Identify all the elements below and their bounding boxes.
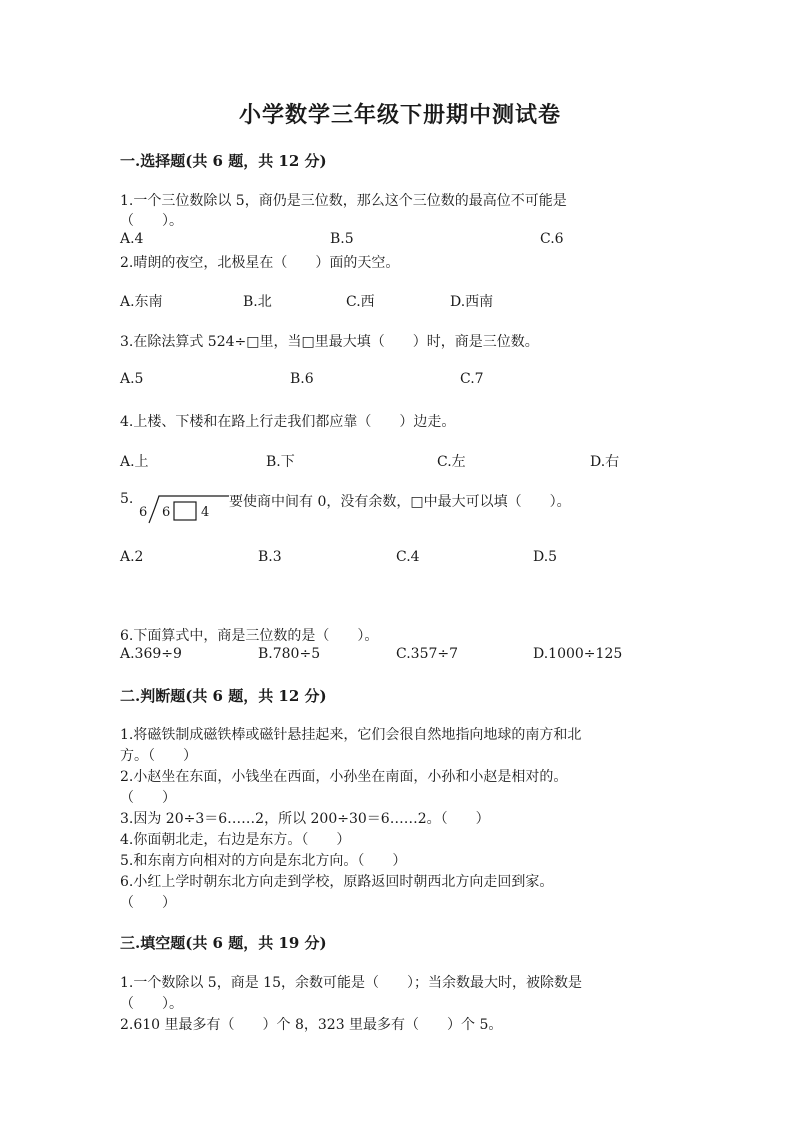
judgment-line-1: 1.将磁铁制成磁铁棒或磁针悬挂起来，它们会很自然地指向地球的南方和北 — [120, 727, 582, 743]
judgment-line-5: 3.因为 20÷3＝6……2，所以 200÷30＝6……2。（ ） — [120, 811, 490, 827]
judgment-line-4: （ ） — [120, 790, 176, 806]
question-6-option-b: B.780÷5 — [258, 646, 321, 662]
question-6-text: 6.下面算式中，商是三位数的是（ ）。 — [120, 628, 379, 644]
division-bracket-lines — [137, 494, 229, 524]
section-heading-choice: 一.选择题(共 6 题，共 12 分) — [120, 152, 327, 170]
fill-line-1: 1.一个数除以 5，商是 15，余数可能是（ ）；当余数最大时，被除数是 — [120, 975, 582, 991]
question-1-option-b: B.5 — [330, 231, 354, 247]
long-division-figure — [137, 494, 229, 524]
judgment-line-9: （ ） — [120, 895, 176, 911]
question-6-option-c: C.357÷7 — [396, 646, 459, 662]
question-3-option-c: C.7 — [460, 371, 484, 387]
question-6-option-a: A.369÷9 — [120, 646, 182, 662]
question-1-line-1: 1.一个三位数除以 5，商仍是三位数，那么这个三位数的最高位不可能是 — [120, 193, 567, 209]
section-heading-judgment: 二.判断题(共 6 题，共 12 分) — [120, 687, 327, 705]
question-6-option-d: D.1000÷125 — [533, 646, 623, 662]
question-5-option-d: D.5 — [533, 549, 558, 565]
judgment-line-2: 方。（ ） — [120, 748, 197, 764]
question-2-option-a: A.东南 — [120, 294, 163, 310]
dividend-digit-3: 4 — [201, 505, 210, 520]
fill-line-3: 2.610 里最多有（ ）个 8，323 里最多有（ ）个 5。 — [120, 1017, 503, 1033]
question-3-text: 3.在除法算式 524÷□里，当□里最大填（ ）时，商是三位数。 — [120, 334, 539, 350]
page-title: 小学数学三年级下册期中测试卷 — [238, 102, 561, 128]
question-2-text: 2.晴朗的夜空，北极星在（ ）面的天空。 — [120, 255, 400, 271]
question-4-option-a: A.上 — [120, 454, 149, 470]
question-5-text: 要使商中间有 0，没有余数，□中最大可以填（ ）。 — [229, 494, 571, 510]
judgment-line-3: 2.小赵坐在东面，小钱坐在西面，小孙坐在南面，小孙和小赵是相对的。 — [120, 769, 568, 785]
question-2-option-c: C.西 — [346, 294, 375, 310]
question-4-option-b: B.下 — [266, 454, 295, 470]
judgment-line-8: 6.小红上学时朝东北方向走到学校，原路返回时朝西北方向走回到家。 — [120, 874, 554, 890]
question-5-number: 5. — [120, 491, 134, 507]
question-4-option-d: D.右 — [590, 454, 620, 470]
divisor-digit: 6 — [139, 505, 148, 520]
question-4-option-c: C.左 — [437, 454, 466, 470]
dividend-digit-1: 6 — [162, 505, 171, 520]
question-3-option-a: A.5 — [120, 371, 144, 387]
question-3-option-b: B.6 — [290, 371, 314, 387]
question-1-option-a: A.4 — [120, 231, 144, 247]
question-2-option-b: B.北 — [243, 294, 272, 310]
judgment-line-7: 5.和东南方向相对的方向是东北方向。（ ） — [120, 853, 407, 869]
question-1-line-2: （ ）。 — [120, 213, 183, 229]
judgment-line-6: 4.你面朝北走，右边是东方。（ ） — [120, 832, 351, 848]
question-2-option-d: D.西南 — [450, 294, 494, 310]
question-5-option-c: C.4 — [396, 549, 420, 565]
fill-line-2: （ ）。 — [120, 996, 183, 1012]
question-4-text: 4.上楼、下楼和在路上行走我们都应靠（ ）边走。 — [120, 414, 456, 430]
question-5-option-a: A.2 — [120, 549, 144, 565]
question-1-option-c: C.6 — [540, 231, 564, 247]
question-5-option-b: B.3 — [258, 549, 282, 565]
section-heading-fill-blank: 三.填空题(共 6 题，共 19 分) — [120, 934, 327, 952]
